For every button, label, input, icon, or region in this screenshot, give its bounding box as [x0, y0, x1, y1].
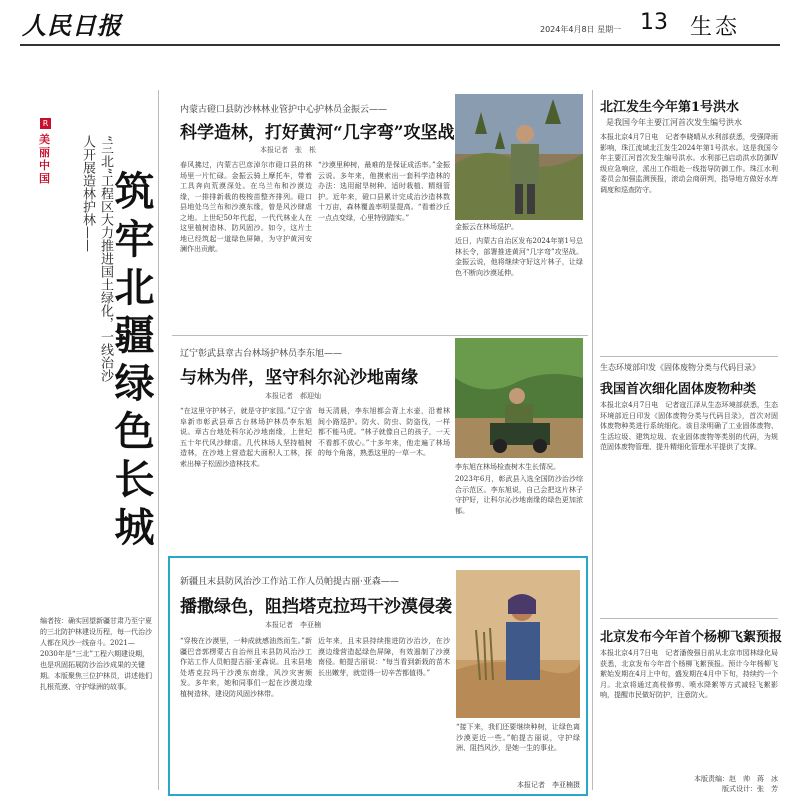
story1-kicker-text: 内蒙古磴口县防沙林林业管护中心护林员金振云——: [180, 105, 388, 115]
page-number: 13: [640, 10, 668, 35]
left-column-divider: [158, 90, 159, 790]
issue-date: 2024年4月8日 星期一: [540, 25, 622, 34]
sidebar-divider: [592, 90, 593, 790]
story2-body-third: 2023年6月，彰武县入选全国防沙治沙综合示范区。李东旭说，自己会把这片林子守护好，让科尔沁沙地南缘的绿色更加浓郁。: [455, 475, 583, 515]
story1-headline: 科学造林，打好黄河“几字弯”攻坚战: [180, 123, 455, 143]
story3-body-third: “接下来，我们还要继续种树，让绿色离沙漠更近一些。”帕提古丽说，守护绿洲、阻挡风沙，是她一生的事业。: [456, 723, 580, 752]
column-badge: 美丽中国: [39, 133, 50, 185]
story2-byline: 本报记者 郝迎灿: [265, 392, 321, 400]
story1-body-right: “沙漠里种树，最难的是保证成活率。”金振云说。多年来，他摸索出一套科学造林的办法：选用耐旱树种、适时栽植、精细管护。近年来，磴口县累计完成治沙造林数十万亩，森林覆盖率明显提高。“看着沙丘一点点变绿，心里特别踏实。”: [318, 161, 450, 222]
sidebar-rule-1: [600, 356, 778, 357]
masthead: [0, 0, 800, 58]
editor-note: 编者按：确实回望新疆甘肃乃至宁夏的三北防护林建设历程，每一代治沙人都在风沙一线奋斗。2021—2030年是“三北”工程六期建设期，也是巩固拓展防沙治沙成果的关键期。本版聚焦三位护林员，讲述他们扎根荒漠、守护绿洲的故事。: [40, 617, 152, 691]
sidebar-item2-kicker: 生态环境部印发《固体废物分类与代码目录》: [600, 363, 760, 372]
story3-body-right: 近年来，且末县持续推进防沙治沙，在沙漠边缘营造起绿色屏障，有效遏制了沙漠南侵。帕提古丽说：“每当看到新栽的苗木长出嫩芽，就觉得一切辛苦都值得。”: [318, 637, 450, 677]
sidebar-item1-headline: 北江发生今年第1号洪水: [600, 100, 740, 115]
story2-photo: [455, 338, 583, 458]
sidebar-item3-body: 本报北京4月7日电 记者潘俊强日前从北京市园林绿化局获悉，北京发布今年首个杨柳飞絮预报。预计今年杨柳飞絮始发期在4月上中旬，盛发期在4月中下旬，持续约一个月。北京将通过高枝修剪、喷水降絮等方式减轻飞絮影响，提醒市民做好防护，注意防火。: [600, 649, 778, 699]
story1-divider: [172, 335, 588, 336]
story3-kicker: 新疆且末县防风治沙工作站工作人员帕提古丽·亚森——: [180, 577, 399, 587]
section-name: 生态: [690, 15, 741, 40]
sidebar-item1-body: 本报北京4月7日电 记者李晓晴从水利部获悉，受强降雨影响，珠江流域北江发生2024年第1号洪水。这是我国今年主要江河首次发生编号洪水。水利部已启动洪水防御Ⅳ级应急响应，派出工作组赴一线指导防御工作。珠江水利委员会加强监测预报，滚动会商研判，指导地方做好水库调度和巡查防守。: [600, 133, 778, 194]
sidebar-item3-headline: 北京发布今年首个杨柳飞絮预报: [600, 630, 783, 645]
sidebar-item2-body: 本报北京4月7日电 记者寇江泽从生态环境部获悉，生态环境部近日印发《固体废物分类与代码目录》，首次对固体废物种类进行系统细化。该目录明确了工业固体废物、生活垃圾、建筑垃圾、农业固体废物等类别的代码，为规范固体废物管理、提升精细化管理水平提供了支撑。: [600, 401, 778, 451]
story2-body-left: “在这里守护林子，就是守护家园。”辽宁省阜新市彰武县章古台林场护林员李东旭说。章古台地处科尔沁沙地南缘，上世纪五十年代风沙肆虐。几代林场人坚持植树造林，在沙地上营造起大面积人工林，探索出樟子松固沙造林技术。: [180, 407, 312, 468]
column-subtitle: “三北”工程区大力推进国土绿化，一线治沙人开展造林护林——: [80, 135, 113, 383]
page-credits: 本版责编：赵 帅 蒋 冰 版式设计：张 芳: [694, 775, 778, 793]
story2-photo-caption: 李东旭在林场检查树木生长情况。: [455, 463, 560, 471]
story1-photo: [455, 94, 583, 220]
sidebar-item1-subhead: 是我国今年主要江河首次发生编号洪水: [606, 118, 742, 127]
sidebar-rule-2: [600, 618, 778, 619]
story3-headline: 播撒绿色，阻挡塔克拉玛干沙漠侵袭: [180, 597, 452, 617]
story1-byline: 本报记者 张 枨: [260, 146, 316, 154]
masthead-rule: [20, 44, 780, 46]
story2-body-right: 每天清晨，李东旭都会背上水壶，沿着林间小路巡护。防火、防虫、防盗伐，一样都不能马虎。“林子就像自己的孩子，一天不看都不放心。”十多年来，他走遍了林场的每个角落，熟悉这里的一草一木。: [318, 407, 450, 457]
newspaper-logo: 人民日报: [22, 11, 122, 40]
story1-body-third: 近日，内蒙古自治区发布2024年第1号总林长令，部署推进黄河“几字弯”攻坚战。金振云说，他将继续守好这片林子，让绿色不断向沙漠延伸。: [455, 237, 583, 277]
story3-body-left: “穿梭在沙漠里，一种成就感油然而生。”新疆巴音郭楞蒙古自治州且末县防风治沙工作站工作人员帕提古丽·亚森说。且末县地处塔克拉玛干沙漠东南缘，风沙灾害频发。多年来，她和同事们一起在沙漠边缘植树造林，建设防风固沙林带。: [180, 637, 312, 698]
column-badge-icon: R: [40, 118, 51, 129]
story3-photo: [456, 570, 580, 718]
story2-kicker: 辽宁彰武县章古台林场护林员李东旭——: [180, 349, 343, 359]
story1-photo-caption: 金振云在林场巡护。: [455, 223, 518, 231]
sidebar-item2-headline: 我国首次细化固体废物种类: [600, 382, 757, 397]
story3-photo-caption: 本报记者 李亚楠摄: [517, 781, 580, 789]
story2-headline: 与林为伴，坚守科尔沁沙地南缘: [180, 368, 418, 388]
story1-body-left: 春风拂过，内蒙古巴彦淖尔市磴口县的林场里一片忙碌。金振云骑上摩托车，带着工具奔向荒漠深处。在乌兰布和沙漠边缘，一排排新栽的梭梭苗整齐排列。磴口县地处乌兰布和沙漠东缘，曾是风沙肆虐之地。上世纪50年代起，一代代林业人在这里植树造林、防风固沙。如今，这片土地已经筑起一道绿色屏障，为守护黄河安澜作出贡献。: [180, 161, 312, 253]
story3-byline: 本报记者 李亚楠: [265, 621, 321, 629]
column-title: 筑牢北疆绿色长城: [108, 170, 155, 554]
